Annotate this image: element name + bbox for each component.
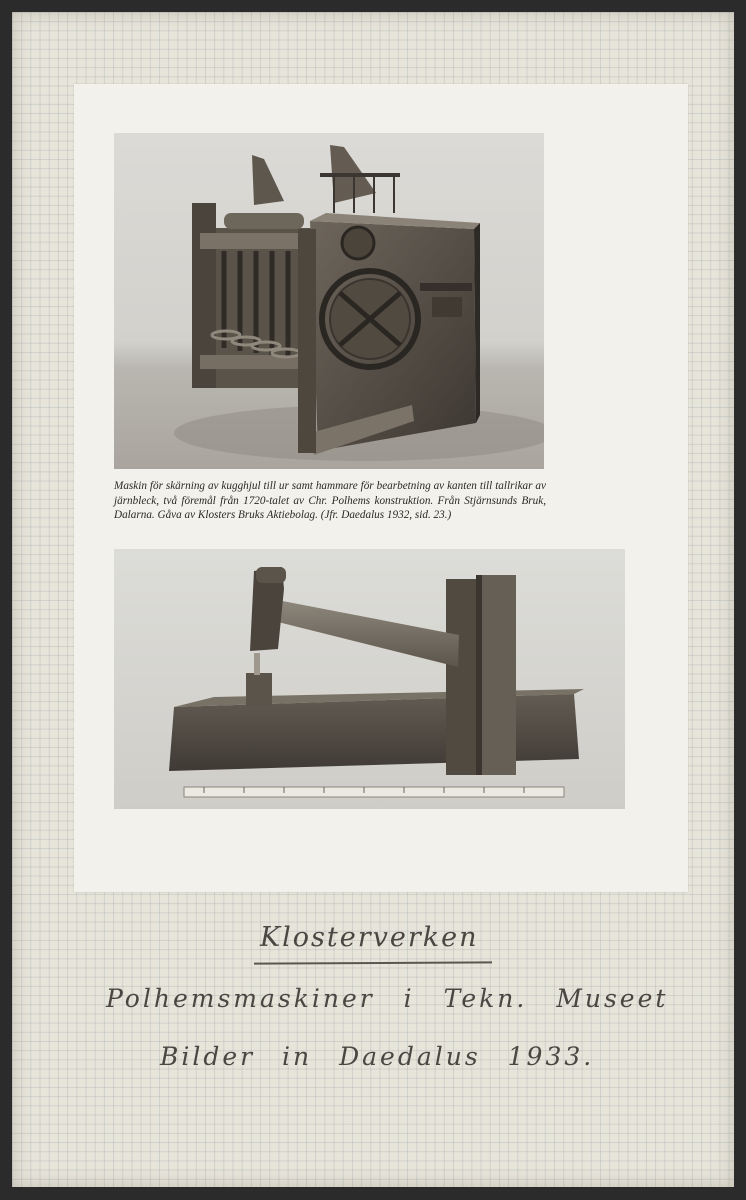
photo-hammer-machine <box>114 549 625 809</box>
graph-paper-sheet <box>12 12 734 1187</box>
printed-page-clipping <box>74 84 688 892</box>
handwritten-line-2: Polhemsmaskiner i Tekn. Museet <box>106 984 669 1013</box>
photo-caption: Maskin för skärning av kugghjul till ur samt hammare för bearbetning av kanten till tallrikar av järnbleck, två föremål från 1720-talet av Chr. Polhems konstruktion. Från Stjärnsunds Bruk, Dalarna. Gåva av Klosters Bruks Aktiebolag. (Jfr. Daedalus 1932, sid. 23.) <box>114 480 546 522</box>
photo-gear-cutting-machine <box>114 133 544 469</box>
handwritten-title: Klosterverken <box>260 922 479 953</box>
handwritten-line-3: Bilder in Daedalus 1933. <box>160 1042 595 1071</box>
title-underline <box>254 961 492 964</box>
